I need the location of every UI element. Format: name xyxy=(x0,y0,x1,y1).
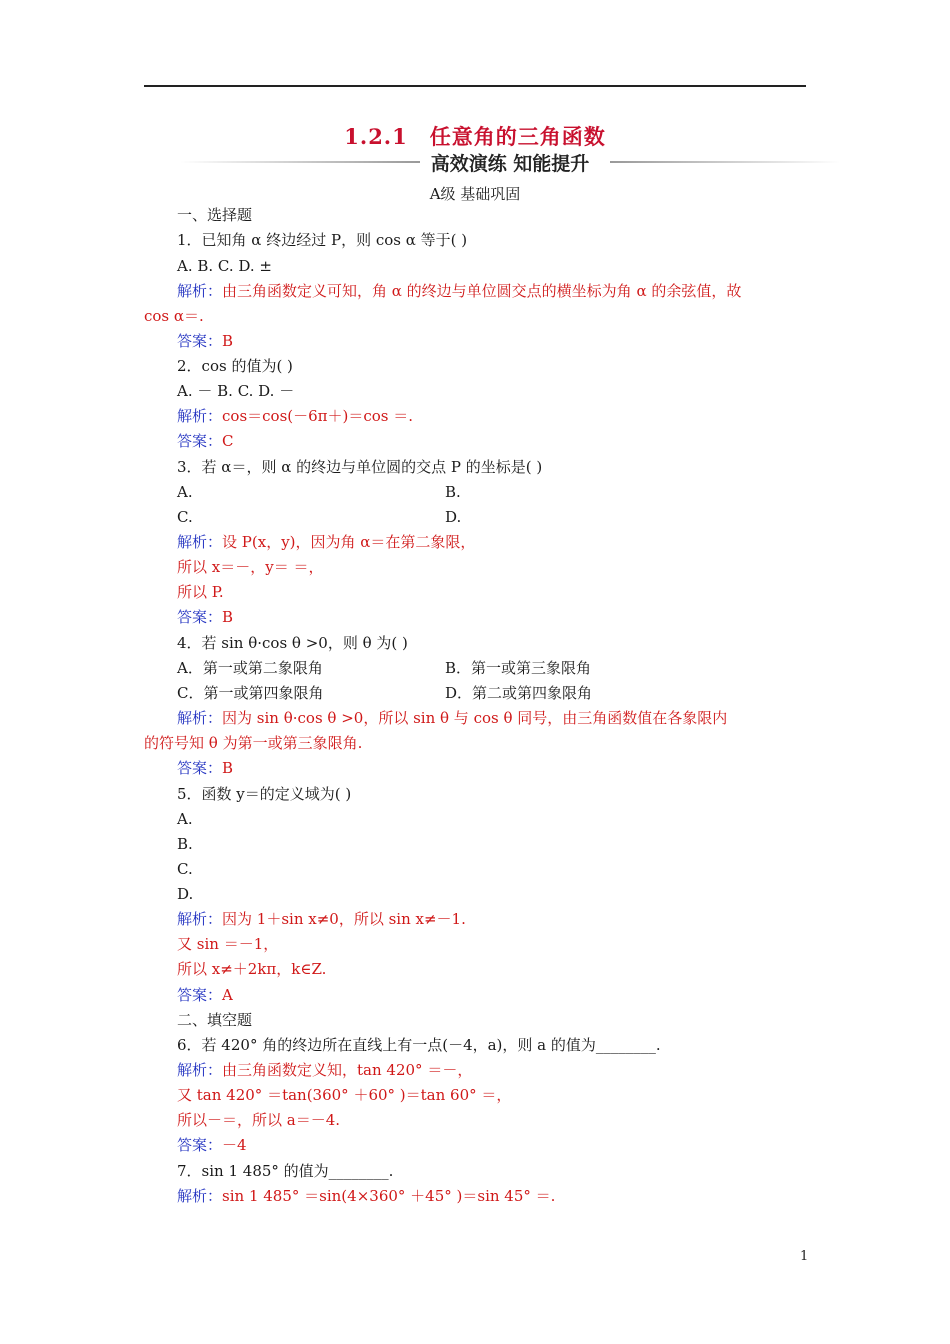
line-text: 2．cos 的值为( ) xyxy=(177,357,293,375)
text-line xyxy=(177,457,542,477)
header-rule xyxy=(144,85,806,87)
solution-line xyxy=(177,708,727,728)
page-title xyxy=(0,121,950,151)
text-line xyxy=(177,557,323,577)
subtitle-banner xyxy=(180,149,840,175)
line-text: D．第二或第四象限角 xyxy=(445,684,593,702)
text-line xyxy=(177,633,408,653)
solution-line xyxy=(177,909,466,929)
text-line xyxy=(177,230,467,250)
answer-line xyxy=(177,607,233,627)
solution-line xyxy=(177,532,475,552)
section-number: 1.2.1 xyxy=(344,124,408,149)
line-text: 1．已知角 α 终边经过 P，则 cos α 等于( ) xyxy=(177,231,468,249)
text-line xyxy=(144,733,362,753)
line-text: 3．若 α＝，则 α 的终边与单位圆的交点 P 的坐标是( ) xyxy=(177,458,543,476)
line-text: 因为 sin θ·cos θ >0，所以 sin θ 与 cos θ 同号，由三角函数值在各象限内 xyxy=(222,709,728,727)
text-line xyxy=(177,859,193,879)
line-text: B. xyxy=(177,835,193,853)
line-text: 由三角函数定义可知，角 α 的终边与单位圆交点的横坐标为角 α 的余弦值，故 xyxy=(222,282,742,300)
text-line xyxy=(177,934,278,954)
text-line xyxy=(177,205,252,225)
text-line xyxy=(177,1010,252,1030)
line-text: 5．函数 y＝的定义域为( ) xyxy=(177,785,352,803)
text-line xyxy=(445,683,592,703)
text-line xyxy=(177,507,193,527)
solution-line xyxy=(177,281,741,301)
line-label: 解析： xyxy=(177,533,223,551)
line-text: 6．若 420° 角的终边所在直线上有一点(－4，a)，则 a 的值为________. xyxy=(177,1036,661,1054)
line-text: 因为 1＋sin x≠0，所以 sin x≠－1. xyxy=(222,910,466,928)
line-text: A xyxy=(222,986,233,1004)
line-label: 答案： xyxy=(177,432,223,450)
line-text: 二、填空题 xyxy=(177,1011,253,1029)
line-text: D. xyxy=(445,508,462,526)
text-line xyxy=(177,683,323,703)
line-text: A. xyxy=(177,810,193,828)
line-text: C．第一或第四象限角 xyxy=(177,684,324,702)
line-text: B xyxy=(222,608,234,626)
line-text: 4．若 sin θ·cos θ >0，则 θ 为( ) xyxy=(177,634,408,652)
line-text: 又 tan 420° ＝tan(360° ＋60° )＝tan 60° ＝， xyxy=(177,1086,512,1104)
line-text: 一、选择题 xyxy=(177,206,253,224)
text-line xyxy=(177,809,193,829)
text-line xyxy=(177,381,294,401)
line-text: 的符号知 θ 为第一或第三象限角. xyxy=(144,734,363,752)
line-text: 又 sin ＝－1， xyxy=(177,935,279,953)
line-text: D. xyxy=(177,885,194,903)
solution-line xyxy=(177,406,413,426)
text-line xyxy=(177,959,326,979)
line-text: A. xyxy=(177,483,193,501)
line-text: B xyxy=(222,332,234,350)
text-line xyxy=(177,784,351,804)
line-text: C. xyxy=(177,860,193,878)
answer-line xyxy=(177,758,233,778)
line-text: sin 1 485° ＝sin(4×360° ＋45° )＝sin 45° ＝. xyxy=(222,1187,556,1205)
answer-line xyxy=(177,331,233,351)
text-line xyxy=(177,1085,511,1105)
text-line xyxy=(177,884,193,904)
line-text: 7．sin 1 485° 的值为________. xyxy=(177,1162,394,1180)
line-text: A. B. C. D. ± xyxy=(177,257,273,275)
line-label: 解析： xyxy=(177,282,223,300)
line-text: 所以 P. xyxy=(177,583,224,601)
line-text: 所以 x≠＋2kπ，k∈Z. xyxy=(177,960,327,978)
line-text: －4 xyxy=(222,1136,247,1154)
text-line xyxy=(177,356,293,376)
answer-line xyxy=(177,431,234,451)
text-line xyxy=(177,1110,340,1130)
line-text: B. xyxy=(445,483,461,501)
answer-line xyxy=(177,985,233,1005)
level-heading: A级 基础巩固 xyxy=(429,185,521,203)
line-text: cos＝cos(－6π＋)＝cos ＝. xyxy=(222,407,414,425)
line-text: C. xyxy=(177,508,193,526)
solution-line xyxy=(177,1060,472,1080)
line-label: 答案： xyxy=(177,1136,223,1154)
line-text: cos α＝. xyxy=(144,307,204,325)
text-line xyxy=(177,256,272,276)
line-text: B xyxy=(222,759,234,777)
line-text: 设 P(x，y)，因为角 α＝在第二象限， xyxy=(222,533,476,551)
text-line xyxy=(144,306,204,326)
line-text: A. － B. C. D. － xyxy=(177,382,295,400)
line-label: 解析： xyxy=(177,407,223,425)
line-text: 所以－＝，所以 a＝－4. xyxy=(177,1111,341,1129)
answer-line xyxy=(177,1135,247,1155)
title-text: 任意角的三角函数 xyxy=(429,124,606,149)
line-label: 答案： xyxy=(177,608,223,626)
text-line xyxy=(177,1035,661,1055)
text-line xyxy=(177,834,193,854)
text-line xyxy=(445,658,591,678)
text-line xyxy=(177,582,224,602)
line-text: B．第一或第三象限角 xyxy=(445,659,592,677)
text-line xyxy=(177,1161,393,1181)
line-label: 答案： xyxy=(177,986,223,1004)
solution-line xyxy=(177,1186,555,1206)
text-line xyxy=(445,507,461,527)
line-label: 答案： xyxy=(177,759,223,777)
line-label: 解析： xyxy=(177,709,223,727)
page-number: 1 xyxy=(800,1249,809,1264)
line-text: A．第一或第二象限角 xyxy=(177,659,323,677)
line-label: 解析： xyxy=(177,1061,223,1079)
line-text: C xyxy=(222,432,234,450)
line-label: 解析： xyxy=(177,1187,223,1205)
text-line xyxy=(445,482,461,502)
line-text: 由三角函数定义知，tan 420° ＝－， xyxy=(222,1061,473,1079)
line-label: 答案： xyxy=(177,332,223,350)
line-text: 所以 x＝－，y＝ ＝， xyxy=(177,558,324,576)
text-line xyxy=(177,482,193,502)
text-line xyxy=(177,658,323,678)
subtitle: 高效演练 知能提升 xyxy=(430,153,590,175)
line-label: 解析： xyxy=(177,910,223,928)
